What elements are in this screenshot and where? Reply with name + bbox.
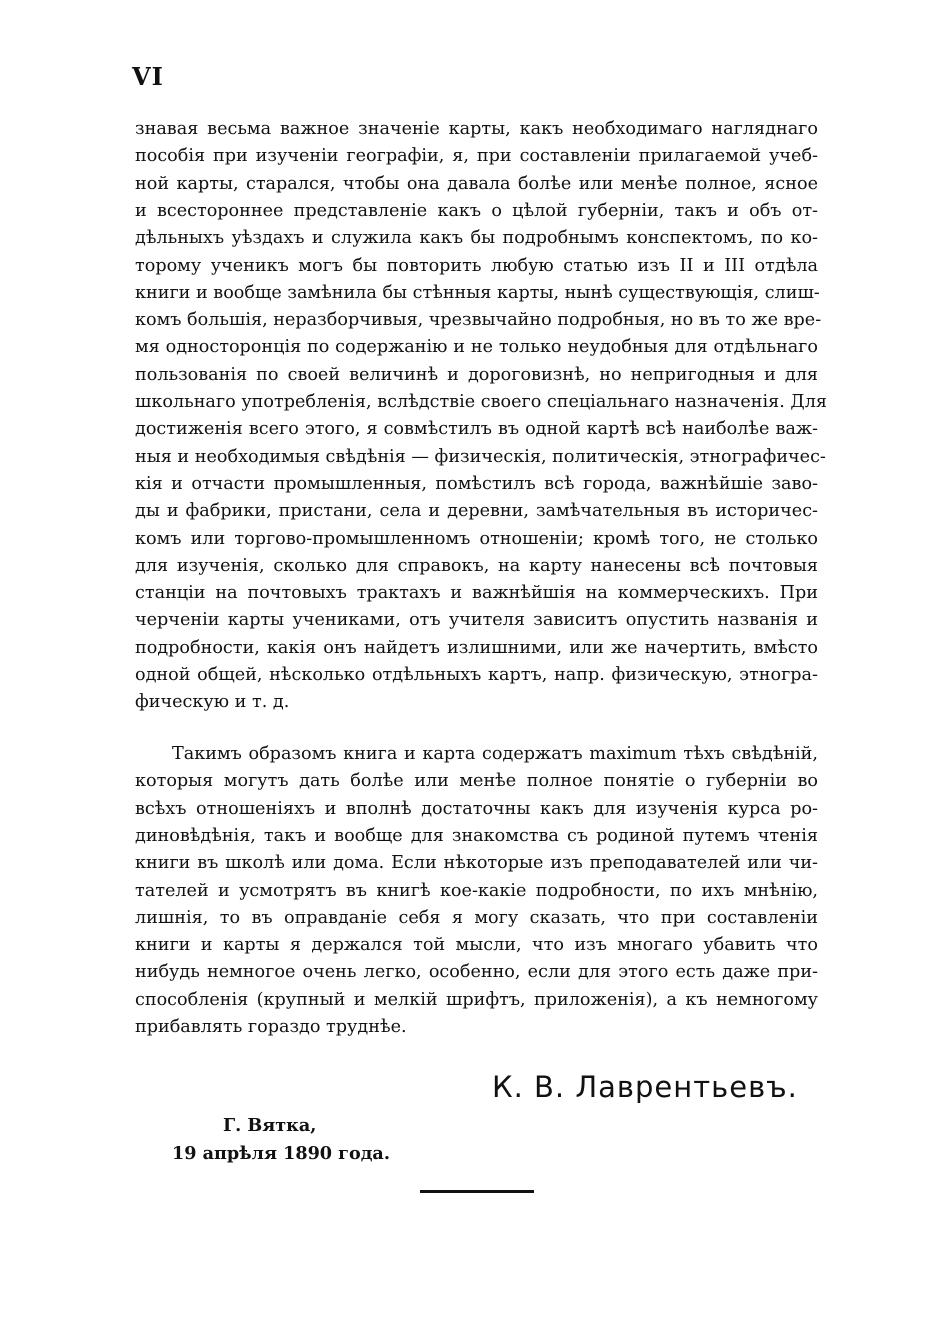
- text-line: комъ или торгово-промышленномъ отношеніи; кромѣ того, не столько: [135, 528, 818, 549]
- text-line: подробности, какія онъ найдетъ излишними, или же начертить, вмѣсто: [135, 637, 818, 658]
- text-line: которыя могутъ дать болѣе или менѣе полное понятіе о губерніи во: [135, 771, 818, 792]
- text-line: нибудь немногое очень легко, особенно, если для этого есть даже при-: [135, 962, 818, 983]
- text-line: пользованія по своей величинѣ и дороговизнѣ, но непригодныя и для: [135, 364, 818, 385]
- text-line: дѣльныхъ уѣздахъ и служила какъ бы подробнымъ конспектомъ, по ко-: [135, 228, 818, 249]
- text-line: ныя и необходимыя свѣдѣнія — физическія, политическія, этнографичес-: [135, 446, 826, 467]
- text-line: торому ученикъ могъ бы повторить любую статью изъ II и III отдѣла: [135, 255, 818, 276]
- text-line: комъ большія, неразборчивыя, чрезвычайно подробныя, но въ то же вре-: [135, 310, 822, 331]
- text-line: и всестороннее представленіе какъ о цѣлой губерніи, такъ и объ от-: [135, 200, 818, 221]
- text-line: книги и вообще замѣнила бы стѣнныя карты, нынѣ существующія, слиш-: [135, 282, 820, 303]
- text-line: пособія при изученіи географіи, я, при составленіи прилагаемой учеб-: [135, 146, 818, 167]
- text-line: диновѣдѣнія, такъ и вообще для знакомства съ родиной путемъ чтенія: [135, 825, 818, 846]
- text-line: ды и фабрики, пристани, села и деревни, замѣчательныя въ историчес-: [135, 501, 818, 522]
- text-line: тателей и усмотрятъ въ книгѣ кое-какіе подробности, по ихъ мнѣнію,: [135, 880, 818, 901]
- author-signature: К. В. Лаврентьевъ.: [492, 1070, 798, 1104]
- text-line: школьнаго употребленія, вслѣдствіе своего спеціальнаго назначенія. Для: [135, 392, 827, 412]
- text-line: фическую и т. д.: [135, 692, 290, 713]
- text-line: книги въ школѣ или дома. Если нѣкоторые изъ преподавателей или чи-: [135, 853, 818, 874]
- text-line: одной общей, нѣсколько отдѣльныхъ картъ, напр. физическую, этногра-: [135, 665, 818, 685]
- text-line: знавая весьма важное значеніе карты, какъ необходимаго нагляднаго: [135, 119, 818, 139]
- text-line: лишнія, то въ оправданіе себя я могу сказать, что при составленіи: [135, 907, 818, 928]
- text-line: станціи на почтовыхъ трактахъ и важнѣйшія на коммерческихъ. При: [135, 583, 818, 604]
- text-line: книги и карты я держался той мысли, что изъ многаго убавить что: [135, 935, 818, 956]
- text-line: для изученія, сколько для справокъ, на карту нанесены всѣ почтовыя: [135, 555, 818, 576]
- text-line: всѣхъ отношеніяхъ и вполнѣ достаточны какъ для изученія курса ро-: [135, 798, 818, 819]
- place-line: Г. Вятка,: [223, 1115, 317, 1136]
- text-line: ной карты, старался, чтобы она давала болѣе или менѣе полное, ясное: [135, 173, 818, 194]
- page-number: VI: [132, 62, 164, 91]
- text-line: достиженія всего этого, я совмѣстилъ въ одной картѣ всѣ наиболѣе важ-: [135, 419, 818, 440]
- text-line: кія и отчасти промышленныя, помѣстилъ всѣ города, важнѣйшіе заво-: [135, 473, 818, 494]
- text-line: прибавлять гораздо труднѣе.: [135, 1017, 407, 1037]
- text-line: черченіи карты учениками, отъ учителя зависитъ опустить названія и: [135, 610, 818, 631]
- closing-rule: [420, 1190, 534, 1193]
- text-line: Такимъ образомъ книга и карта содержатъ maximum тѣхъ свѣдѣній,: [172, 744, 818, 764]
- text-line: способленія (крупный и мелкій шрифтъ, приложенія), а къ немногому: [135, 989, 818, 1010]
- date-line: 19 апрѣля 1890 года.: [172, 1143, 390, 1164]
- text-line: мя односторонція по содержанію и не только неудобныя для отдѣльнаго: [135, 337, 818, 358]
